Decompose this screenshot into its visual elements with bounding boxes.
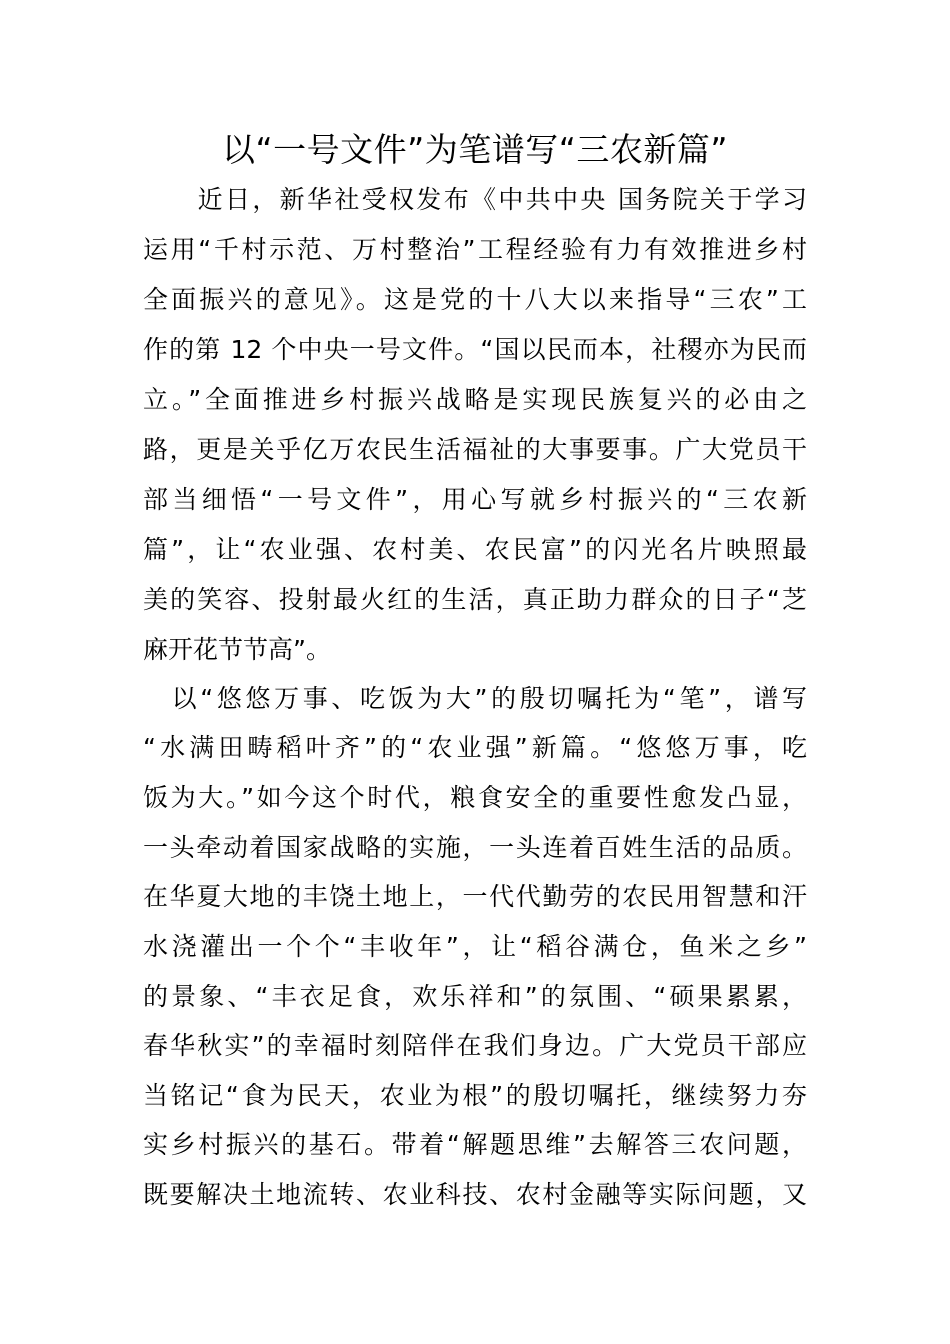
paragraph-2-line-10: 实乡村振兴的基石。带着“解题思维”去解答三农问题， [143, 1130, 807, 1159]
paragraph-1-line-7: 部当细悟“一号文件”，用心写就乡村振兴的“三农新 [143, 485, 807, 514]
paragraph-2-line-7: 的景象、“丰衣足食，欢乐祥和”的氛围、“硕果累累， [143, 982, 807, 1011]
paragraph-1-line-5: 立。”全面推进乡村振兴战略是实现民族复兴的必由之 [143, 385, 807, 414]
paragraph-2-line-11: 既要解决土地流转、农业科技、农村金融等实际问题，又 [143, 1180, 807, 1209]
paragraph-1-line-4: 作的第 12 个中央一号文件。“国以民而本，社稷亦为民而 [143, 335, 807, 364]
paragraph-1-line-9: 美的笑容、投射最火红的生活，真正助力群众的日子“芝 [143, 585, 807, 614]
paragraph-2-line-2: “水满田畴稻叶齐”的“农业强”新篇。“悠悠万事，吃 [143, 733, 807, 762]
paragraph-2-line-1: 以“悠悠万事、吃饭为大”的殷切嘱托为“笔”，谱写 [143, 684, 807, 713]
paragraph-2-line-8: 春华秋实”的幸福时刻陪伴在我们身边。广大党员干部应 [143, 1031, 807, 1060]
paragraph-2-line-9: 当铭记“食为民天，农业为根”的殷切嘱托，继续努力夯 [143, 1081, 807, 1110]
paragraph-2-line-4: 一头牵动着国家战略的实施，一头连着百姓生活的品质。 [143, 833, 807, 862]
paragraph-1-line-2: 运用“千村示范、万村整治”工程经验有力有效推进乡村 [143, 235, 807, 264]
paragraph-1-line-3: 全面振兴的意见》。这是党的十八大以来指导“三农”工 [143, 285, 807, 314]
paragraph-2-line-6: 水浇灌出一个个“丰收年”，让“稻谷满仓，鱼米之乡” [143, 932, 807, 961]
paragraph-1-line-1: 近日，新华社受权发布《中共中央 国务院关于学习 [143, 185, 807, 214]
paragraph-1-line-8: 篇”，让“农业强、农村美、农民富”的闪光名片映照最 [143, 535, 807, 564]
paragraph-1-line-10: 麻开花节节高”。 [143, 635, 331, 664]
paragraph-2-line-5: 在华夏大地的丰饶土地上，一代代勤劳的农民用智慧和汗 [143, 882, 807, 911]
paragraph-2-line-3: 饭为大。”如今这个时代，粮食安全的重要性愈发凸显， [143, 783, 807, 812]
document-title: 以“一号文件”为笔谱写“三农新篇” [222, 130, 728, 169]
paragraph-1-line-6: 路，更是关乎亿万农民生活福祉的大事要事。广大党员干 [143, 435, 807, 464]
